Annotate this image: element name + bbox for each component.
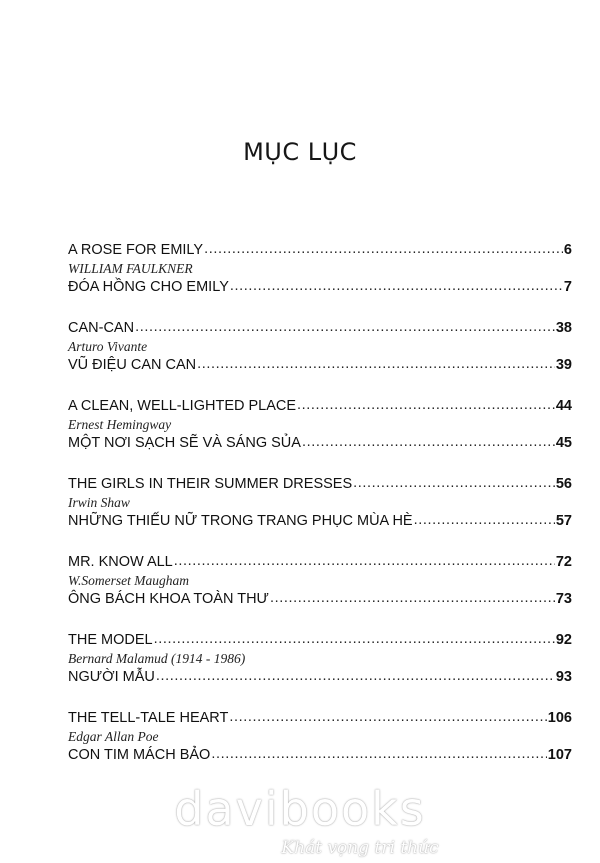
toc-row-translation[interactable]: [68, 433, 572, 453]
page-number: 107: [547, 747, 572, 763]
dot-leader: [297, 395, 555, 415]
story-title-vietnamese: VŨ ĐIỆU CAN CAN: [68, 357, 197, 373]
dot-leader: [156, 666, 555, 686]
watermark-tagline: Khát vọng tri thức: [281, 838, 439, 858]
page-number: 44: [555, 398, 572, 414]
author-name: Ernest Hemingway: [68, 417, 172, 432]
story-title-vietnamese: CON TIM MÁCH BẢO: [68, 747, 211, 763]
story-title: A ROSE FOR EMILY: [68, 242, 204, 258]
page-title: MỤC LỤC: [243, 138, 357, 166]
toc-row-translation[interactable]: [68, 589, 572, 609]
toc-entry: [68, 630, 572, 708]
toc-row-original[interactable]: [68, 474, 572, 494]
page-number: 73: [555, 591, 572, 607]
toc-entry: [68, 240, 572, 318]
story-title-vietnamese: NGƯỜI MẪU: [68, 669, 155, 685]
dot-leader: [270, 588, 555, 608]
dot-leader: [414, 510, 555, 530]
page-number: 7: [563, 279, 572, 295]
dot-leader: [204, 239, 563, 259]
toc-row-translation[interactable]: [68, 355, 572, 375]
toc-row-translation[interactable]: [68, 667, 572, 687]
page-number: 106: [547, 710, 572, 726]
toc-row-original[interactable]: [68, 708, 572, 728]
dot-leader: [353, 473, 555, 493]
dot-leader: [229, 707, 546, 727]
toc-row-original[interactable]: [68, 396, 572, 416]
dot-leader: [197, 354, 555, 374]
page-number: 39: [555, 357, 572, 373]
story-title-vietnamese: ĐÓA HỒNG CHO EMILY: [68, 279, 229, 295]
dot-leader: [154, 629, 555, 649]
toc-row-translation[interactable]: [68, 511, 572, 531]
story-title: THE GIRLS IN THEIR SUMMER DRESSES: [68, 476, 353, 492]
author-name: W.Somerset Maugham: [68, 573, 189, 588]
dot-leader: [230, 276, 563, 296]
author-name: Edgar Allan Poe: [68, 729, 159, 744]
toc-row-translation[interactable]: [68, 277, 572, 297]
toc-entry: [68, 318, 572, 396]
toc-entry: [68, 474, 572, 552]
story-title: THE MODEL: [68, 632, 153, 648]
story-title-vietnamese: MỘT NƠI SẠCH SẼ VÀ SÁNG SỦA: [68, 435, 301, 451]
story-title-vietnamese: ÔNG BÁCH KHOA TOÀN THƯ: [68, 591, 269, 607]
toc-entry: [68, 708, 572, 786]
toc-entry: [68, 396, 572, 474]
page-number: 56: [555, 476, 572, 492]
author-name: Arturo Vivante: [68, 339, 148, 354]
toc-entry: [68, 552, 572, 630]
author-name: Bernard Malamud (1914 - 1986): [68, 651, 246, 666]
story-title: MR. KNOW ALL: [68, 554, 173, 570]
story-title: A CLEAN, WELL-LIGHTED PLACE: [68, 398, 297, 414]
page-number: 38: [555, 320, 572, 336]
table-of-contents: [68, 240, 572, 786]
dot-leader: [135, 317, 555, 337]
page-number: 72: [555, 554, 572, 570]
story-title-vietnamese: NHỮNG THIẾU NỮ TRONG TRANG PHỤC MÙA HÈ: [68, 513, 413, 529]
toc-row-original[interactable]: [68, 318, 572, 338]
story-title: THE TELL-TALE HEART: [68, 710, 229, 726]
page-number: 93: [555, 669, 572, 685]
author-name: WILLIAM FAULKNER: [68, 261, 193, 276]
dot-leader: [302, 432, 555, 452]
toc-row-original[interactable]: [68, 240, 572, 260]
page-number: 57: [555, 513, 572, 529]
watermark-brand-name: davibooks: [174, 782, 426, 836]
story-title: CAN-CAN: [68, 320, 135, 336]
page-number: 92: [555, 632, 572, 648]
page-number: 45: [555, 435, 572, 451]
toc-row-original[interactable]: [68, 552, 572, 572]
dot-leader: [174, 551, 555, 571]
toc-row-original[interactable]: [68, 630, 572, 650]
page-number: 6: [563, 242, 572, 258]
author-name: Irwin Shaw: [68, 495, 130, 510]
toc-row-translation[interactable]: [68, 745, 572, 765]
dot-leader: [211, 744, 546, 764]
